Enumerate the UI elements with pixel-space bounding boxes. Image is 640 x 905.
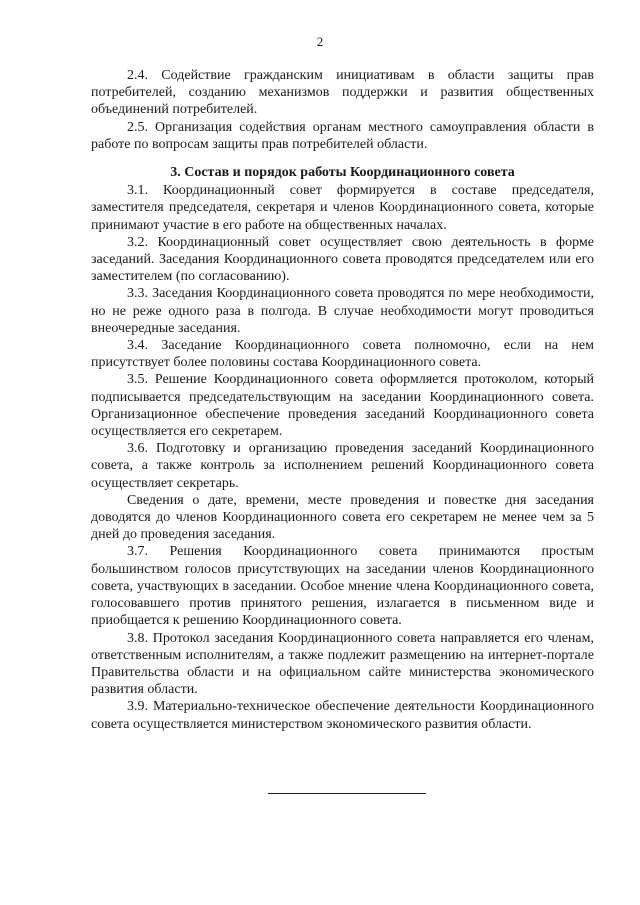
closing-divider-line [268, 793, 426, 794]
paragraph-3-5: 3.5. Решение Координационного совета оформляется протоколом, который подписывается председательствующим на заседании Координационного совета. Организационное обеспечение проведения заседаний Координационного совета осуществляется его секретарем. [91, 372, 594, 440]
paragraph-3-6-notice: Сведения о дате, времени, месте проведения и повестке дня заседания доводятся до членов Координационного совета его секретарем не менее чем за 5 дней до проведения заседания. [91, 492, 594, 543]
paragraph-3-2: 3.2. Координационный совет осуществляет свою деятельность в форме заседаний. Заседания Координационного совета проводятся председателем или его заместителем (по согласованию). [91, 234, 594, 285]
paragraph-3-3: 3.3. Заседания Координационного совета проводятся по мере необходимости, но не реже одного раза в полгода. В случае необходимости могут проводиться внеочередные заседания. [91, 286, 594, 336]
paragraph-2-4: 2.4. Содействие гражданским инициативам в области защиты прав потребителей, созданию механизмов поддержки и развития общественных объединений потребителей. [91, 68, 594, 118]
paragraph-3-8: 3.8. Протокол заседания Координационного совета направляется его членам, ответственным исполнителям, а также подлежит размещению на интернет-портале Правительства области и на официальном сайте министерства экономического развития области. [91, 630, 594, 698]
page-number: 2 [316, 34, 324, 49]
document-body [91, 67, 594, 733]
paragraph-3-7: 3.7. Решения Координационного совета принимаются простым большинством голосов присутствующих на заседании членов Координационного совета, участвующих в заседании. Особое мнение члена Координационного совета, голосовавшего против принятого решения, излагается в письменном виде и приобщается к решению Координационного совета. [91, 544, 594, 629]
paragraph-3-1: 3.1. Координационный совет формируется в составе председателя, заместителя председателя, секретаря и членов Координационного совета, которые принимают участие в его работе на общественных началах. [91, 183, 594, 233]
paragraph-3-6: 3.6. Подготовку и организацию проведения заседаний Координационного совета, а также контроль за исполнением решений Координационного совета осуществляет секретарь. [91, 441, 594, 491]
paragraph-2-5: 2.5. Организация содействия органам местного самоуправления области в работе по вопросам защиты прав потребителей области. [91, 119, 594, 152]
paragraph-3-4: 3.4. Заседание Координационного совета полномочно, если на нем присутствует более половины состава Координационного совета. [91, 338, 594, 371]
section-3-heading: 3. Состав и порядок работы Координационного совета [170, 165, 515, 181]
paragraph-3-9: 3.9. Материально-техническое обеспечение деятельности Координационного совета осуществляется министерством экономического развития области. [91, 699, 594, 732]
